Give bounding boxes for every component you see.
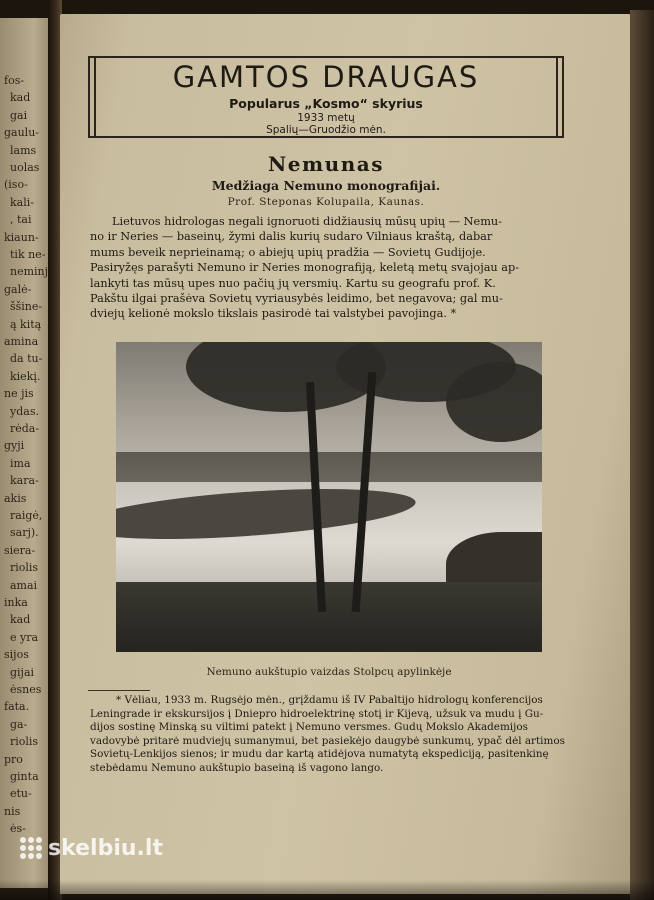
left-page-fragment: riolis (10, 561, 39, 575)
left-page-fragment: siera- (4, 543, 36, 557)
left-page-fragment: neminj (10, 265, 49, 279)
body-line: lankyti tas mūsų upes nuo pačių jų versmių. Kartu su geografu prof. K. (90, 276, 496, 290)
bottom-shadow (0, 880, 654, 900)
issue-months: Spalių—Gruodžio mėn. (266, 124, 386, 136)
footnote-line: vadovybė pritarė mudviejų sumanymui, bet pasiekėjo daugybė sunkumų, ypač dėl artimos (90, 734, 565, 747)
section-name: Popularus „Kosmo“ skyrius (229, 96, 423, 111)
left-page-fragment: da tu- (10, 352, 43, 366)
body-line: Lietuvos hidrologas negali ignoruoti didžiausių mūsų upių — Nemu- (112, 215, 502, 228)
left-page-fragment: kali- (10, 195, 34, 209)
left-page-fragment: ššine- (10, 300, 43, 314)
footnote-line: Sovietų-Lenkijos sienos; ir mudu dar kartą atidėjova numatytą ekspediciją, pasitenkinę (90, 748, 549, 761)
article-subtitle: Medžiaga Nemuno monografijai. (211, 178, 441, 193)
dots-grid-icon (20, 837, 42, 859)
left-page-fragment: lams (10, 143, 37, 157)
footnote-line: * Vėliau, 1933 m. Rugsėjo mėn., grįždamu iš IV Pabaltijo hidrologų konferencijos (116, 694, 543, 706)
body-line: Pasiryžęs parašyti Nemuno ir Neries monografiją, keletą metų svajojau ap- (90, 261, 520, 275)
left-page-fragment: inka (4, 596, 28, 609)
footnote (90, 694, 564, 776)
body-line: no ir Neries — baseinų, žymi dalis kurių sudaro Vilniaus kraštą, dabar (90, 230, 493, 244)
left-page-fragment: tik ne- (10, 248, 46, 261)
left-page-fragment: fata. (4, 700, 30, 714)
left-page-fragment: kiaun- (4, 230, 39, 244)
left-page-fragment: ydas. (10, 404, 39, 418)
left-page-fragment: e yra (10, 630, 39, 644)
page-edge-right (630, 10, 654, 900)
left-page-fragment: nis (4, 804, 21, 818)
article-author: Prof. Steponas Kolupaila, Kaunas. (227, 196, 425, 208)
left-page-fragment: kara- (10, 474, 39, 488)
footnote-line: stebėdamu Nemuno aukštupio baseiną iš vagono lango. (90, 761, 384, 774)
left-page-fragment: (iso- (4, 178, 28, 192)
left-page-fragment: amina (4, 335, 39, 348)
left-page-fragment: raigė, (10, 509, 43, 522)
left-page-fragment: ima (10, 456, 31, 470)
left-page-fragment: uolas (10, 161, 40, 174)
left-page-fragment: , tai (10, 213, 32, 227)
watermark (20, 834, 163, 862)
left-page-fragment: kad (10, 91, 31, 105)
river-photo (116, 342, 542, 652)
left-page-fragment: gaulu- (4, 126, 40, 140)
issue-year: 1933 metų (297, 112, 355, 124)
article-title: Nemunas (268, 152, 384, 176)
left-page-fragment: gai (10, 108, 28, 122)
left-page-fragment: sijos (4, 648, 29, 662)
photo-caption: Nemuno aukštupio vaizdas Stolpcų apylinkėje (206, 666, 452, 678)
photo-foreground (116, 582, 542, 652)
footnote-line: Leningrade ir ekskursijos į Dniepro hidroelektrinę stotį ir Kijevą, užsuk va mudu į Gu- (90, 707, 544, 720)
watermark-text: skelbiu.lt (48, 835, 163, 861)
left-page-fragment: riolis (10, 735, 39, 749)
footnote-line: dijos sostinę Minską su viltimi patekt į Nemuno versmes. Gudų Mokslo Akademijos (90, 721, 528, 734)
article-body (90, 214, 560, 322)
left-page-fragment: ginta (10, 770, 39, 783)
left-page-fragment: ne jis (4, 387, 34, 401)
left-page-fragment: ėsnes (10, 683, 42, 696)
left-page-fragment: galė- (4, 282, 32, 296)
left-page-fragment: akis (4, 491, 27, 505)
left-page-fragment: kad (10, 613, 31, 627)
left-page-fragment: ga- (10, 717, 28, 731)
body-line: Pakštu ilgai prašėva Sovietų vyriausybės leidimo, bet negavova; gal mu- (90, 291, 503, 305)
body-line: mums beveik neprieinamą; o abiejų upių pradžia — Sovietų Gudijoje. (90, 245, 486, 259)
left-page-fragment: ės- (10, 822, 26, 836)
footnote-rule (88, 690, 150, 691)
left-page-fragment: etu- (10, 787, 32, 801)
masthead-title: GAMTOS DRAUGAS (172, 60, 480, 94)
body-line: dviejų kelionė mokslo tikslais pasirodė tai valstybei pavojinga. * (90, 307, 457, 321)
left-page-fragment: amai (10, 578, 38, 592)
masthead-box (88, 56, 564, 138)
left-page-fragment: rėda- (10, 422, 40, 435)
left-page-fragment: sarj). (10, 526, 39, 540)
left-page-fragment: pro (4, 752, 23, 766)
left-page-fragment: ą kitą (10, 317, 42, 331)
left-page-fragment: gyji (4, 439, 25, 453)
left-page-fragment: kiekį. (10, 369, 41, 383)
left-page-fragment: fos- (4, 74, 25, 87)
left-page-fragment: gijai (10, 665, 35, 679)
